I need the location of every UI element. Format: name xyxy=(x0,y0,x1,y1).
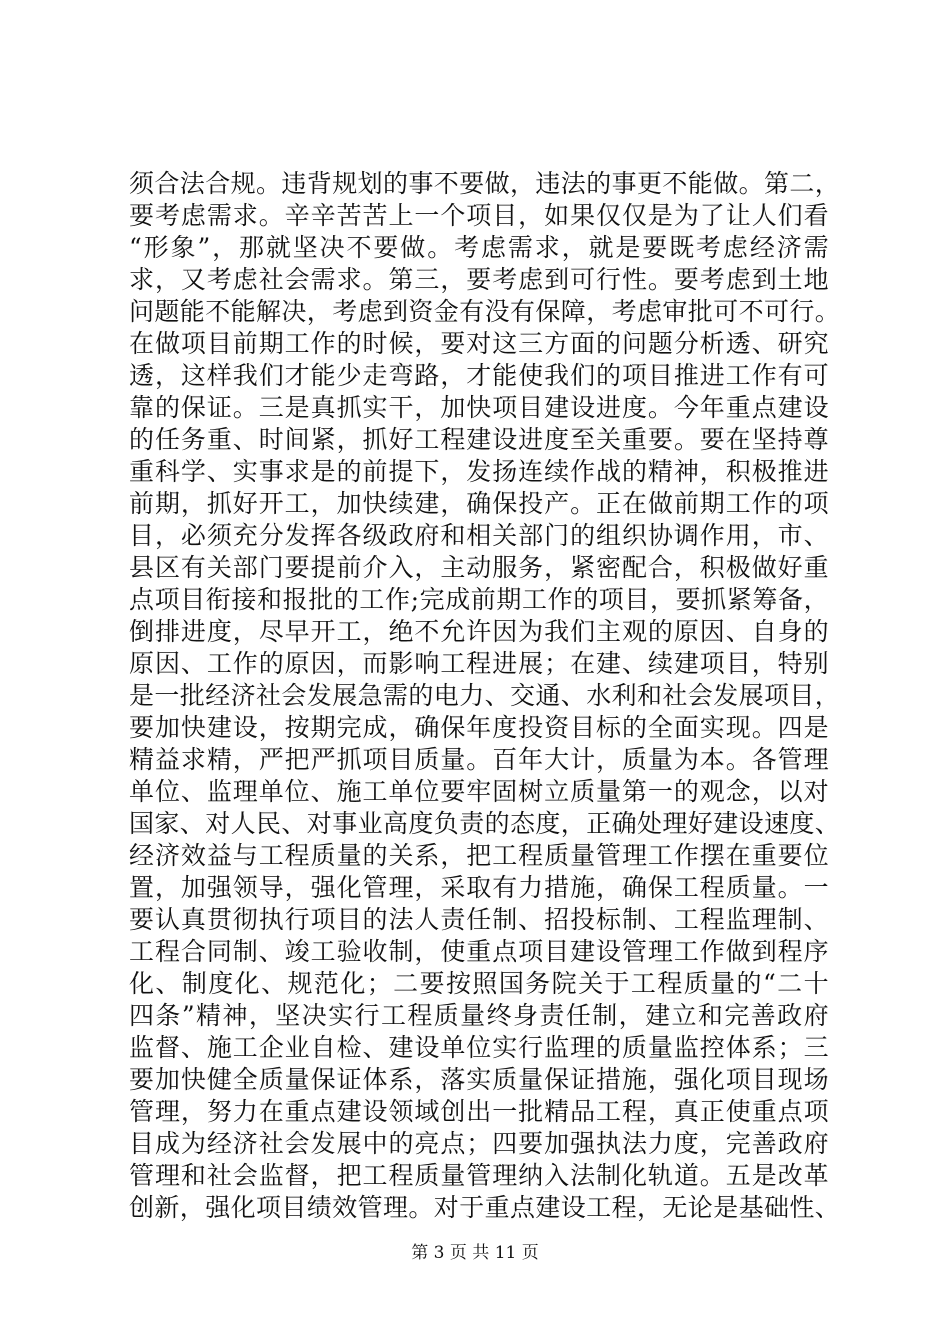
text-line: 监督、施工企业自检、建设单位实行监理的质量监控体系；三 xyxy=(129,1033,829,1062)
page-footer xyxy=(0,1241,950,1265)
text-line: 化、制度化、规范化；二要按照国务院关于工程质量的“二十 xyxy=(129,969,829,998)
text-line: 的任务重、时间紧，抓好工程建设进度至关重要。要在坚持尊 xyxy=(129,425,829,454)
text-line: 管理和社会监督，把工程质量管理纳入法制化轨道。五是改革 xyxy=(129,1161,829,1190)
text-line: 须合法合规。违背规划的事不要做，违法的事更不能做。第二， xyxy=(129,169,841,198)
text-line: 点项目衔接和报批的工作;完成前期工作的项目，要抓紧筹备， xyxy=(129,585,829,614)
text-line: 县区有关部门要提前介入，主动服务，紧密配合，积极做好重 xyxy=(129,553,829,582)
text-line: 前期，抓好开工，加快续建，确保投产。正在做前期工作的项 xyxy=(129,489,829,518)
body-paragraph xyxy=(129,168,841,1224)
text-line: 要考虑需求。辛辛苦苦上一个项目，如果仅仅是为了让人们看 xyxy=(129,201,829,230)
text-line: 单位、监理单位、施工单位要牢固树立质量第一的观念，以对 xyxy=(129,777,829,806)
text-line: “形象”，那就坚决不要做。考虑需求，就是要既考虑经济需 xyxy=(129,233,829,262)
text-line: 是一批经济社会发展急需的电力、交通、水利和社会发展项目， xyxy=(129,681,841,710)
text-line: 管理，努力在重点建设领域创出一批精品工程，真正使重点项 xyxy=(129,1097,829,1126)
page-number-label: 第 3 页 共 11 页 xyxy=(411,1243,539,1263)
text-line: 问题能不能解决，考虑到资金有没有保障，考虑审批可不可行。 xyxy=(129,297,841,326)
text-line: 倒排进度，尽早开工，绝不允许因为我们主观的原因、自身的 xyxy=(129,617,829,646)
text-line: 透，这样我们才能少走弯路，才能使我们的项目推进工作有可 xyxy=(129,361,829,390)
text-line: 四条”精神，坚决实行工程质量终身责任制，建立和完善政府 xyxy=(129,1001,829,1030)
text-line: 工程合同制、竣工验收制，使重点项目建设管理工作做到程序 xyxy=(129,937,829,966)
text-line: 精益求精，严把严抓项目质量。百年大计，质量为本。各管理 xyxy=(129,745,829,774)
text-line: 求，又考虑社会需求。第三，要考虑到可行性。要考虑到土地 xyxy=(129,265,829,294)
text-line: 在做项目前期工作的时候，要对这三方面的问题分析透、研究 xyxy=(129,329,829,358)
text-line: 原因、工作的原因，而影响工程进展；在建、续建项目，特别 xyxy=(129,649,829,678)
text-line: 经济效益与工程质量的关系，把工程质量管理工作摆在重要位 xyxy=(129,841,829,870)
text-line: 目，必须充分发挥各级政府和相关部门的组织协调作用，市、 xyxy=(129,521,829,550)
text-line: 置，加强领导，强化管理，采取有力措施，确保工程质量。一 xyxy=(129,873,829,902)
text-line: 要认真贯彻执行项目的法人责任制、招投标制、工程监理制、 xyxy=(129,905,829,934)
text-line: 要加快建设，按期完成，确保年度投资目标的全面实现。四是 xyxy=(129,713,829,742)
text-line: 要加快健全质量保证体系，落实质量保证措施，强化项目现场 xyxy=(129,1065,829,1094)
text-line: 目成为经济社会发展中的亮点；四要加强执法力度，完善政府 xyxy=(129,1129,829,1158)
text-line: 靠的保证。三是真抓实干，加快项目建设进度。今年重点建设 xyxy=(129,393,829,422)
text-line: 国家、对人民、对事业高度负责的态度，正确处理好建设速度、 xyxy=(129,809,841,838)
text-line: 创新，强化项目绩效管理。对于重点建设工程，无论是基础性、 xyxy=(129,1193,841,1222)
text-line: 重科学、实事求是的前提下，发扬连续作战的精神，积极推进 xyxy=(129,457,829,486)
